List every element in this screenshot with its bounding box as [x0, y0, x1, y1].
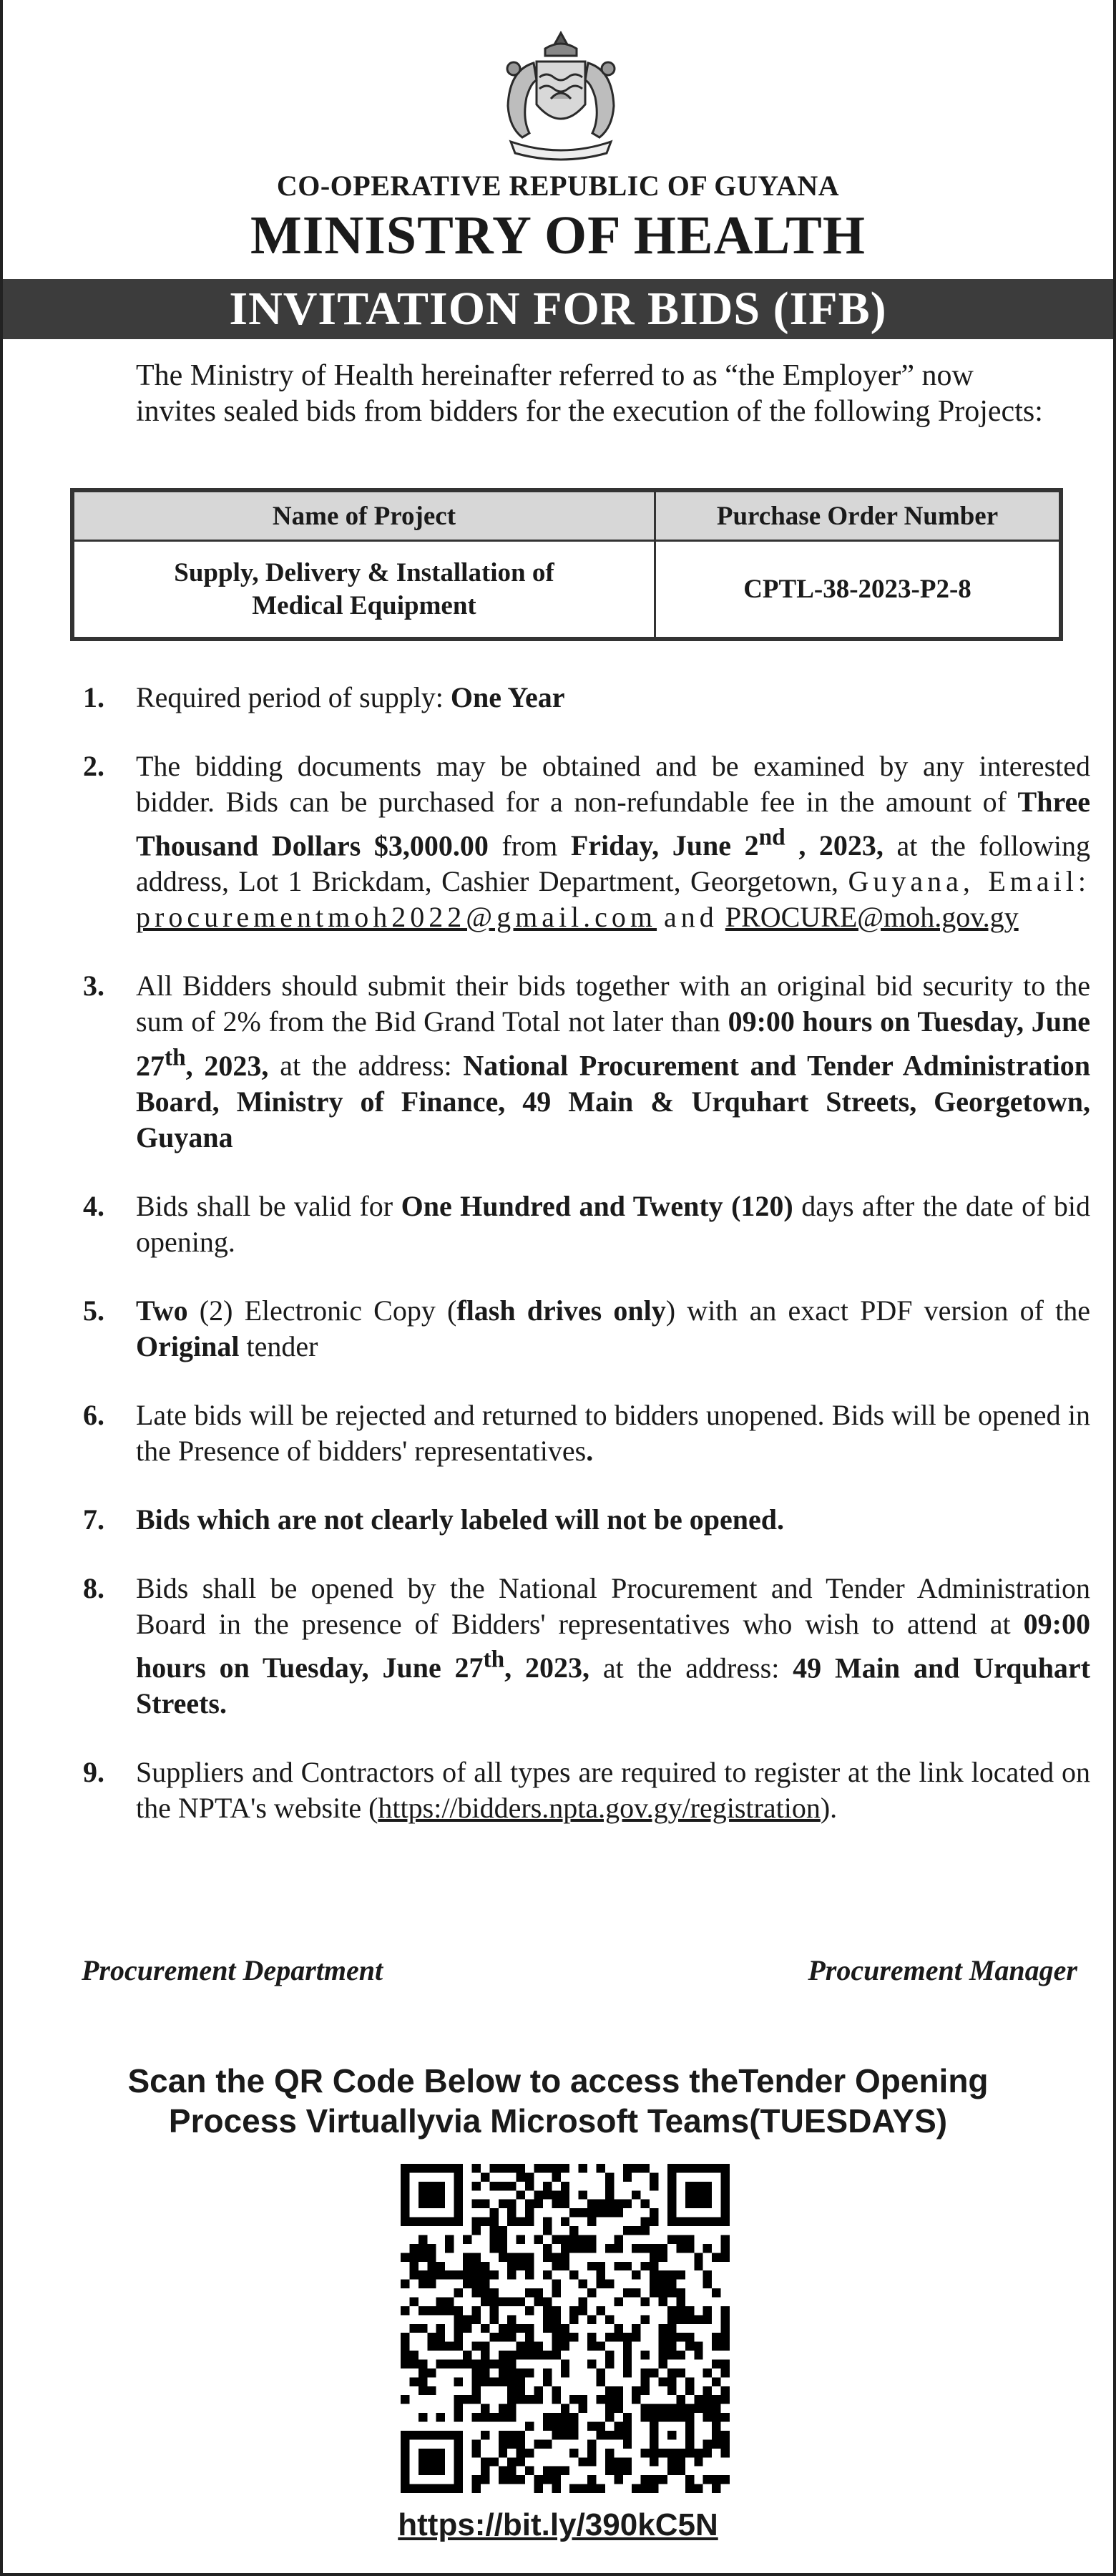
terms-list — [74, 680, 1090, 1859]
item-text: at the address: — [268, 1049, 464, 1082]
item-text: at the address: — [589, 1651, 793, 1684]
date-year: , 2023, — [504, 1651, 590, 1684]
item-number: 5. — [83, 1294, 104, 1327]
item-text: ) with an exact PDF version of the — [665, 1294, 1091, 1327]
item-period: . — [586, 1434, 594, 1467]
item-text: Suppliers and Contractors of all types are required to register at the link located on the NPTA's website ( — [136, 1755, 1090, 1824]
list-item — [74, 1397, 1090, 1469]
labeling-warning: Bids which are not clearly labeled will not be opened. — [136, 1503, 784, 1536]
date-year: , 2023, — [785, 829, 884, 862]
table-row — [72, 541, 1061, 640]
item-text: All Bidders should submit their bids together with an original bid security to the sum of 2% from the Bid Grand Total not later than — [136, 970, 1090, 1038]
guyana-coat-of-arms-icon — [489, 27, 632, 163]
date-suffix: th — [165, 1044, 186, 1071]
country-name: CO-OPERATIVE REPUBLIC OF GUYANA — [276, 170, 840, 202]
item-number: 6. — [83, 1398, 104, 1431]
media-type: flash drives only — [456, 1294, 666, 1327]
item-text: Required period of supply: — [136, 681, 451, 713]
item-number: 8. — [83, 1571, 104, 1604]
item-text: days after the date of bid opening. — [136, 1189, 1091, 1258]
item-number: 9. — [83, 1755, 104, 1788]
project-name-line1: Supply, Delivery & Installation of — [174, 557, 554, 587]
item-text: (2) Electronic Copy ( — [187, 1294, 457, 1327]
item-text: The bidding documents may be obtained and be examined by any interested bidder. Bids can be purchased for a non-refundable fee in the amount of — [136, 750, 1090, 818]
qr-instructions-line2: Process Virtuallyvia Microsoft Teams(TUESDAYS) — [168, 2102, 948, 2140]
item-text: at the following address, Lot 1 Brickdam, Cashier Department, Georgetown, — [136, 829, 1091, 898]
item-text: tender — [239, 1330, 318, 1362]
date-suffix: th — [483, 1646, 505, 1673]
intro-paragraph: The Ministry of Health hereinafter referred to as “the Employer” now invites sealed bids from bidders for the execution of the following Projects: — [136, 359, 1043, 428]
column-header-project-name: Name of Project — [72, 490, 655, 541]
item-text: Late bids will be rejected and returned to bidders unopened. Bids will be opened in the Presence of bidders' representatives — [136, 1398, 1090, 1467]
list-item — [74, 1571, 1090, 1722]
supply-period: One Year — [450, 681, 565, 713]
list-item — [74, 680, 1090, 716]
project-name-line2: Medical Equipment — [252, 590, 476, 620]
list-item — [74, 1755, 1090, 1826]
item-text: from — [488, 829, 571, 862]
qr-instructions-line1: Scan the QR Code Below to access theTender Opening — [127, 2062, 989, 2099]
projects-table — [70, 488, 1063, 641]
item-text: Guyana, Email: — [848, 865, 1090, 898]
item-number: 4. — [83, 1189, 104, 1222]
list-item — [74, 1189, 1090, 1260]
list-item — [74, 968, 1090, 1155]
registration-link[interactable]: https://bidders.npta.gov.gy/registration — [378, 1791, 821, 1824]
list-item — [74, 1502, 1090, 1538]
bid-fee: Three Thousand Dollars $3,000.00 — [136, 786, 1090, 862]
date-suffix: nd — [758, 824, 785, 851]
email-link-gmail[interactable]: procurementmoh2022@gmail.com — [136, 901, 657, 934]
opening-text: 09:00 hours on Tuesday, June 27 — [136, 1607, 1090, 1684]
original-label: Original — [136, 1330, 240, 1362]
item-number: 7. — [83, 1503, 104, 1536]
sale-start-date — [570, 824, 884, 862]
item-text: Bids shall be opened by the National Procurement and Tender Administration Board in the presence of Bidders' representatives who wish to attend at — [136, 1571, 1090, 1640]
table-header-row — [72, 490, 1061, 541]
date-year: , 2023, — [185, 1049, 269, 1082]
list-item — [74, 748, 1090, 935]
opening-address: 49 Main and Urquhart Streets. — [136, 1651, 1091, 1719]
item-number: 2. — [83, 750, 104, 782]
list-item — [74, 1293, 1090, 1365]
item-text: Bids shall be valid for — [136, 1189, 401, 1222]
deadline-text: 09:00 hours on Tuesday, June 27 — [136, 1005, 1091, 1082]
email-link-moh[interactable]: PROCURE@moh.gov.gy — [725, 901, 1019, 934]
qr-code-icon[interactable] — [401, 2164, 730, 2493]
qr-short-link[interactable]: https://bit.ly/390kC5N — [398, 2507, 718, 2542]
column-header-po-number: Purchase Order Number — [655, 490, 1062, 541]
signature-procurement-department: Procurement Department — [82, 1954, 383, 1986]
item-text: and — [664, 901, 718, 934]
qr-instructions — [3, 2061, 1113, 2141]
item-number: 1. — [83, 681, 104, 713]
po-number-cell: CPTL-38-2023-P2-8 — [655, 541, 1062, 640]
item-number: 3. — [83, 970, 104, 1002]
ministry-name: MINISTRY OF HEALTH — [250, 205, 866, 265]
validity-period: One Hundred and Twenty (120) — [401, 1189, 793, 1222]
submission-address: National Procurement and Tender Administration Board, Ministry of Finance, 49 Main & Urquhart Streets, Georgetown, Guyana — [136, 1049, 1091, 1153]
item-text: ). — [820, 1791, 838, 1824]
copy-count: Two — [136, 1294, 188, 1327]
date-text: Friday, June 2 — [570, 829, 759, 862]
signature-procurement-manager: Procurement Manager — [808, 1954, 1077, 1986]
document-title-banner: INVITATION FOR BIDS (IFB) — [3, 279, 1113, 339]
project-name-cell — [72, 541, 655, 640]
